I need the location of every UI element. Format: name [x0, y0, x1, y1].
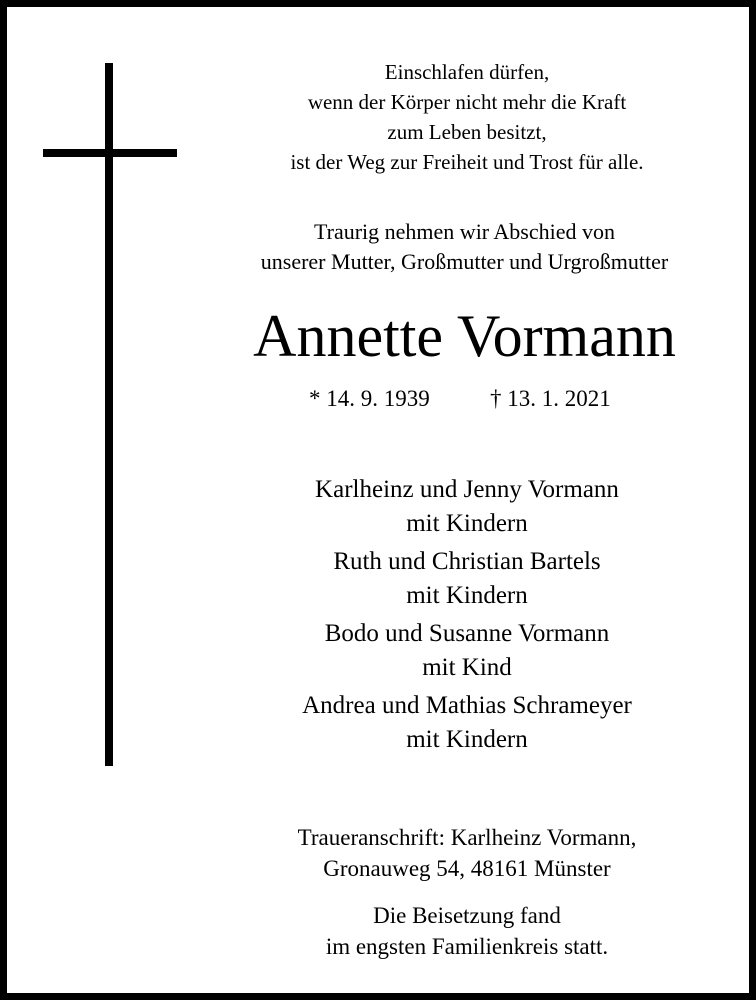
intro-line: Traurig nehmen wir Abschied von: [313, 219, 616, 244]
burial-note: [207, 900, 727, 962]
family-entry: [217, 545, 717, 613]
address-line: Traueranschrift: Karlheinz Vormann,: [297, 825, 637, 850]
intro-line: unserer Mutter, Großmutter und Urgroßmutter: [260, 249, 669, 274]
poem-line: ist der Weg zur Freiheit und Trost für alle.: [290, 150, 644, 174]
burial-line: Die Beisetzung fand: [373, 903, 561, 928]
family-name: Bodo und Susanne Vormann: [324, 620, 610, 647]
birth-date: * 14. 9. 1939: [309, 386, 430, 411]
family-entry: [217, 689, 717, 757]
cross-horizontal-bar: [43, 149, 177, 157]
family-children: mit Kind: [422, 654, 512, 681]
family-name: Karlheinz und Jenny Vormann: [315, 476, 619, 503]
address-line: Gronauweg 54, 48161 Münster: [323, 856, 611, 881]
deceased-name: Annette Vormann: [253, 303, 676, 369]
poem-line: Einschlafen dürfen,: [384, 60, 550, 84]
poem-line: zum Leben besitzt,: [387, 120, 547, 144]
poem-line: wenn der Körper nicht mehr die Kraft: [307, 90, 627, 114]
family-children: mit Kindern: [406, 582, 528, 609]
burial-line: im engsten Familienkreis statt.: [325, 934, 609, 959]
mourning-address: [207, 822, 727, 884]
mourning-families: [217, 473, 717, 761]
family-children: mit Kindern: [406, 726, 528, 753]
life-dates: [247, 383, 677, 415]
farewell-intro: [192, 217, 737, 277]
family-entry: [217, 473, 717, 541]
cross-vertical-bar: [105, 63, 113, 766]
family-name: Ruth und Christian Bartels: [333, 548, 601, 575]
family-entry: [217, 617, 717, 685]
family-name: Andrea und Mathias Schrameyer: [302, 692, 632, 719]
death-date: † 13. 1. 2021: [490, 386, 611, 411]
poem: [207, 57, 727, 177]
family-children: mit Kindern: [406, 510, 528, 537]
